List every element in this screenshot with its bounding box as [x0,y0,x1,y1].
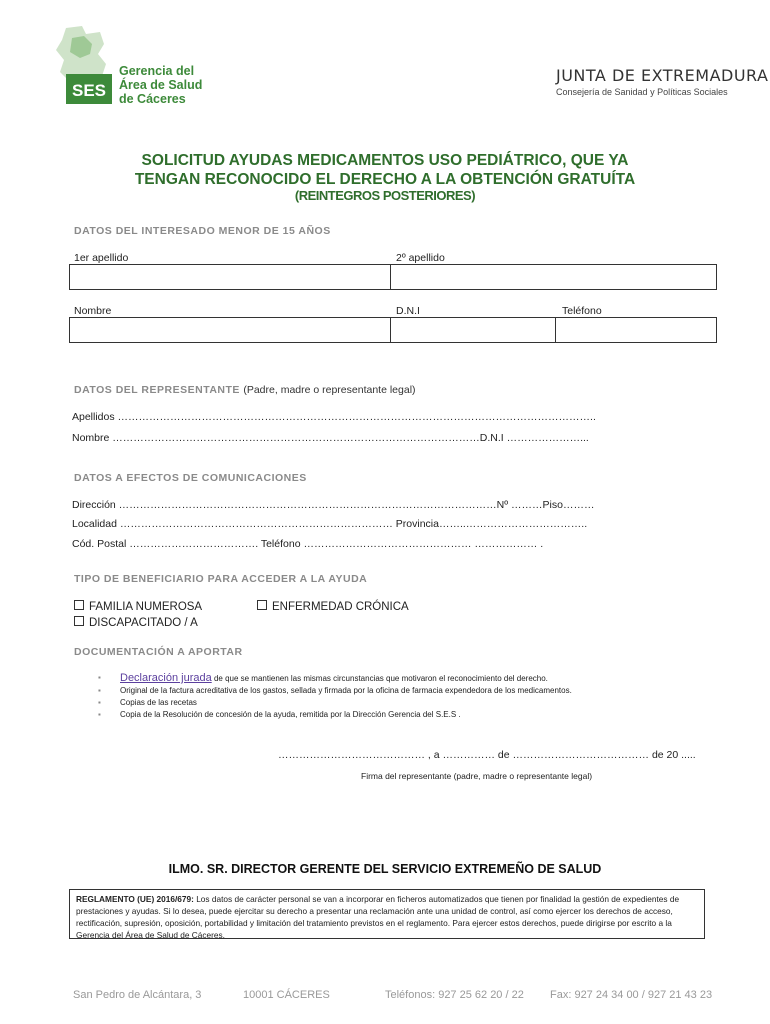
list-item-text: de que se mantienen las mismas circunstancias que motivaron el reconocimiento del derecho. [211,674,548,683]
data-protection-notice [69,889,705,939]
title-line-3: (REINTEGROS POSTERIORES) [294,188,476,203]
familia-numerosa-label: FAMILIA NUMEROSA [89,601,203,613]
telefono-field[interactable] [555,317,717,343]
nombre-field[interactable] [69,317,391,343]
list-item [98,709,572,721]
addressee-heading: ILMO. SR. DIRECTOR GERENTE DEL SERVICIO EXTREMEÑO DE SALUD [168,862,602,876]
localidad-line[interactable]: Localidad …………………………………………………………………… Provincia……..…………………………….. [72,518,588,530]
list-item [98,697,572,709]
representante-heading: DATOS DEL REPRESENTANTE [74,384,240,396]
telefono-label: Teléfono [562,305,602,317]
title-line-2: TENGAN RECONOCIDO EL DERECHO A LA OBTENCIÓN GRATUÍTA [134,171,636,188]
declaracion-jurada-link[interactable]: Declaración jurada [120,672,212,684]
square-bullet-icon: ▪ [98,686,101,695]
list-item [98,672,572,685]
documentation-list [98,672,572,721]
ses-logo [52,24,114,106]
familia-numerosa-option[interactable] [74,600,202,613]
apellido2-label: 2º apellido [396,252,445,264]
square-bullet-icon: ▪ [98,698,101,707]
list-item-text: Copias de las recetas [120,698,197,707]
apellido1-label: 1er apellido [74,252,129,264]
postal-telefono-line[interactable]: Cód. Postal ………………………………. Teléfono ………………………………………… ……………… . [72,538,544,550]
dni-field[interactable] [390,317,556,343]
organization-name [119,64,202,106]
checkbox-icon[interactable] [257,600,267,610]
enfermedad-cronica-option[interactable] [257,600,409,613]
nombre-label: Nombre [74,305,112,317]
section-representante-heading [74,384,416,396]
enfermedad-cronica-label: ENFERMEDAD CRÓNICA [272,601,409,613]
footer-phones: Teléfonos: 927 25 62 20 / 22 [385,989,524,1001]
representante-note: (Padre, madre o representante legal) [243,384,416,396]
signature-caption: Firma del representante (padre, madre o representante legal) [361,771,593,781]
section-interesado-heading: DATOS DEL INTERESADO MENOR DE 15 AÑOS [74,225,331,237]
apellido1-field[interactable] [69,264,391,290]
org-line-1: Gerencia del [119,64,195,78]
list-item-text: Original de la factura acreditativa de los gastos, sellada y firmada por la oficina de farmacia expendedora de los medicamentos. [120,686,572,695]
junta-subtitle: Consejería de Sanidad y Políticas Sociales [556,87,728,97]
ses-logo-text: SES [71,81,107,100]
junta-title: JUNTA DE EXTREMADURA [556,66,769,85]
list-item-text: Copia de la Resolución de concesión de la ayuda, remitida por la Dirección Gerencia del S.E.S . [120,710,461,719]
discapacitado-label: DISCAPACITADO / A [89,617,198,629]
dni-label: D.N.I [396,305,420,317]
footer-address: San Pedro de Alcántara, 3 [73,989,202,1001]
org-line-2: Área de Salud [119,78,203,92]
org-line-3: de Cáceres [119,92,186,106]
section-comunicaciones-heading: DATOS A EFECTOS DE COMUNICACIONES [74,472,307,484]
checkbox-icon[interactable] [74,600,84,610]
section-documentacion-heading: DOCUMENTACIÓN A APORTAR [74,646,243,658]
title-line-1: SOLICITUD AYUDAS MEDICAMENTOS USO PEDIÁTRICO, QUE YA [141,152,629,169]
direccion-line[interactable]: Dirección ………………………………………………………………………………………………Nº ………Piso……… [72,499,595,511]
footer-fax: Fax: 927 24 34 00 / 927 21 43 23 [550,989,713,1001]
discapacitado-option[interactable] [74,616,198,629]
square-bullet-icon: ▪ [98,673,101,682]
document-title [60,151,710,189]
checkbox-icon[interactable] [74,616,84,626]
section-beneficiario-heading: TIPO DE BENEFICIARIO PARA ACCEDER A LA AYUDA [74,573,368,585]
nombre-dni-line[interactable]: Nombre ……………………………………………………………………………………………D.N.I …………………... [72,432,589,444]
apellidos-line[interactable]: Apellidos ……………………………………………………………………………………………………………………….. [72,411,596,423]
footer-postal: 10001 CÁCERES [243,989,330,1001]
reglamento-label: REGLAMENTO (UE) 2016/679: [76,894,194,904]
signature-date-line[interactable]: …………………………………… , a …………… de ………………………………… de 20 ..... [278,749,696,761]
square-bullet-icon: ▪ [98,710,101,719]
apellido2-field[interactable] [390,264,717,290]
reglamento-text: Los datos de carácter personal se van a incorporar en ficheros automatizados que tienen por finalidad la gestión de expedientes de prestaciones y ayudas. Si lo desea, puede ejercitar su derecho a presentar una reclamación ante una unidad de control, así como ejercer los derechos de acceso, rectificación, supresión, oposición, portabilidad y limitación del tratamiento previstos en el reglamento. Para ejercer estos derechos, puede dirigirse por escrito a la Gerencia del Área de Salud de Cáceres. [76,894,680,940]
list-item [98,685,572,697]
